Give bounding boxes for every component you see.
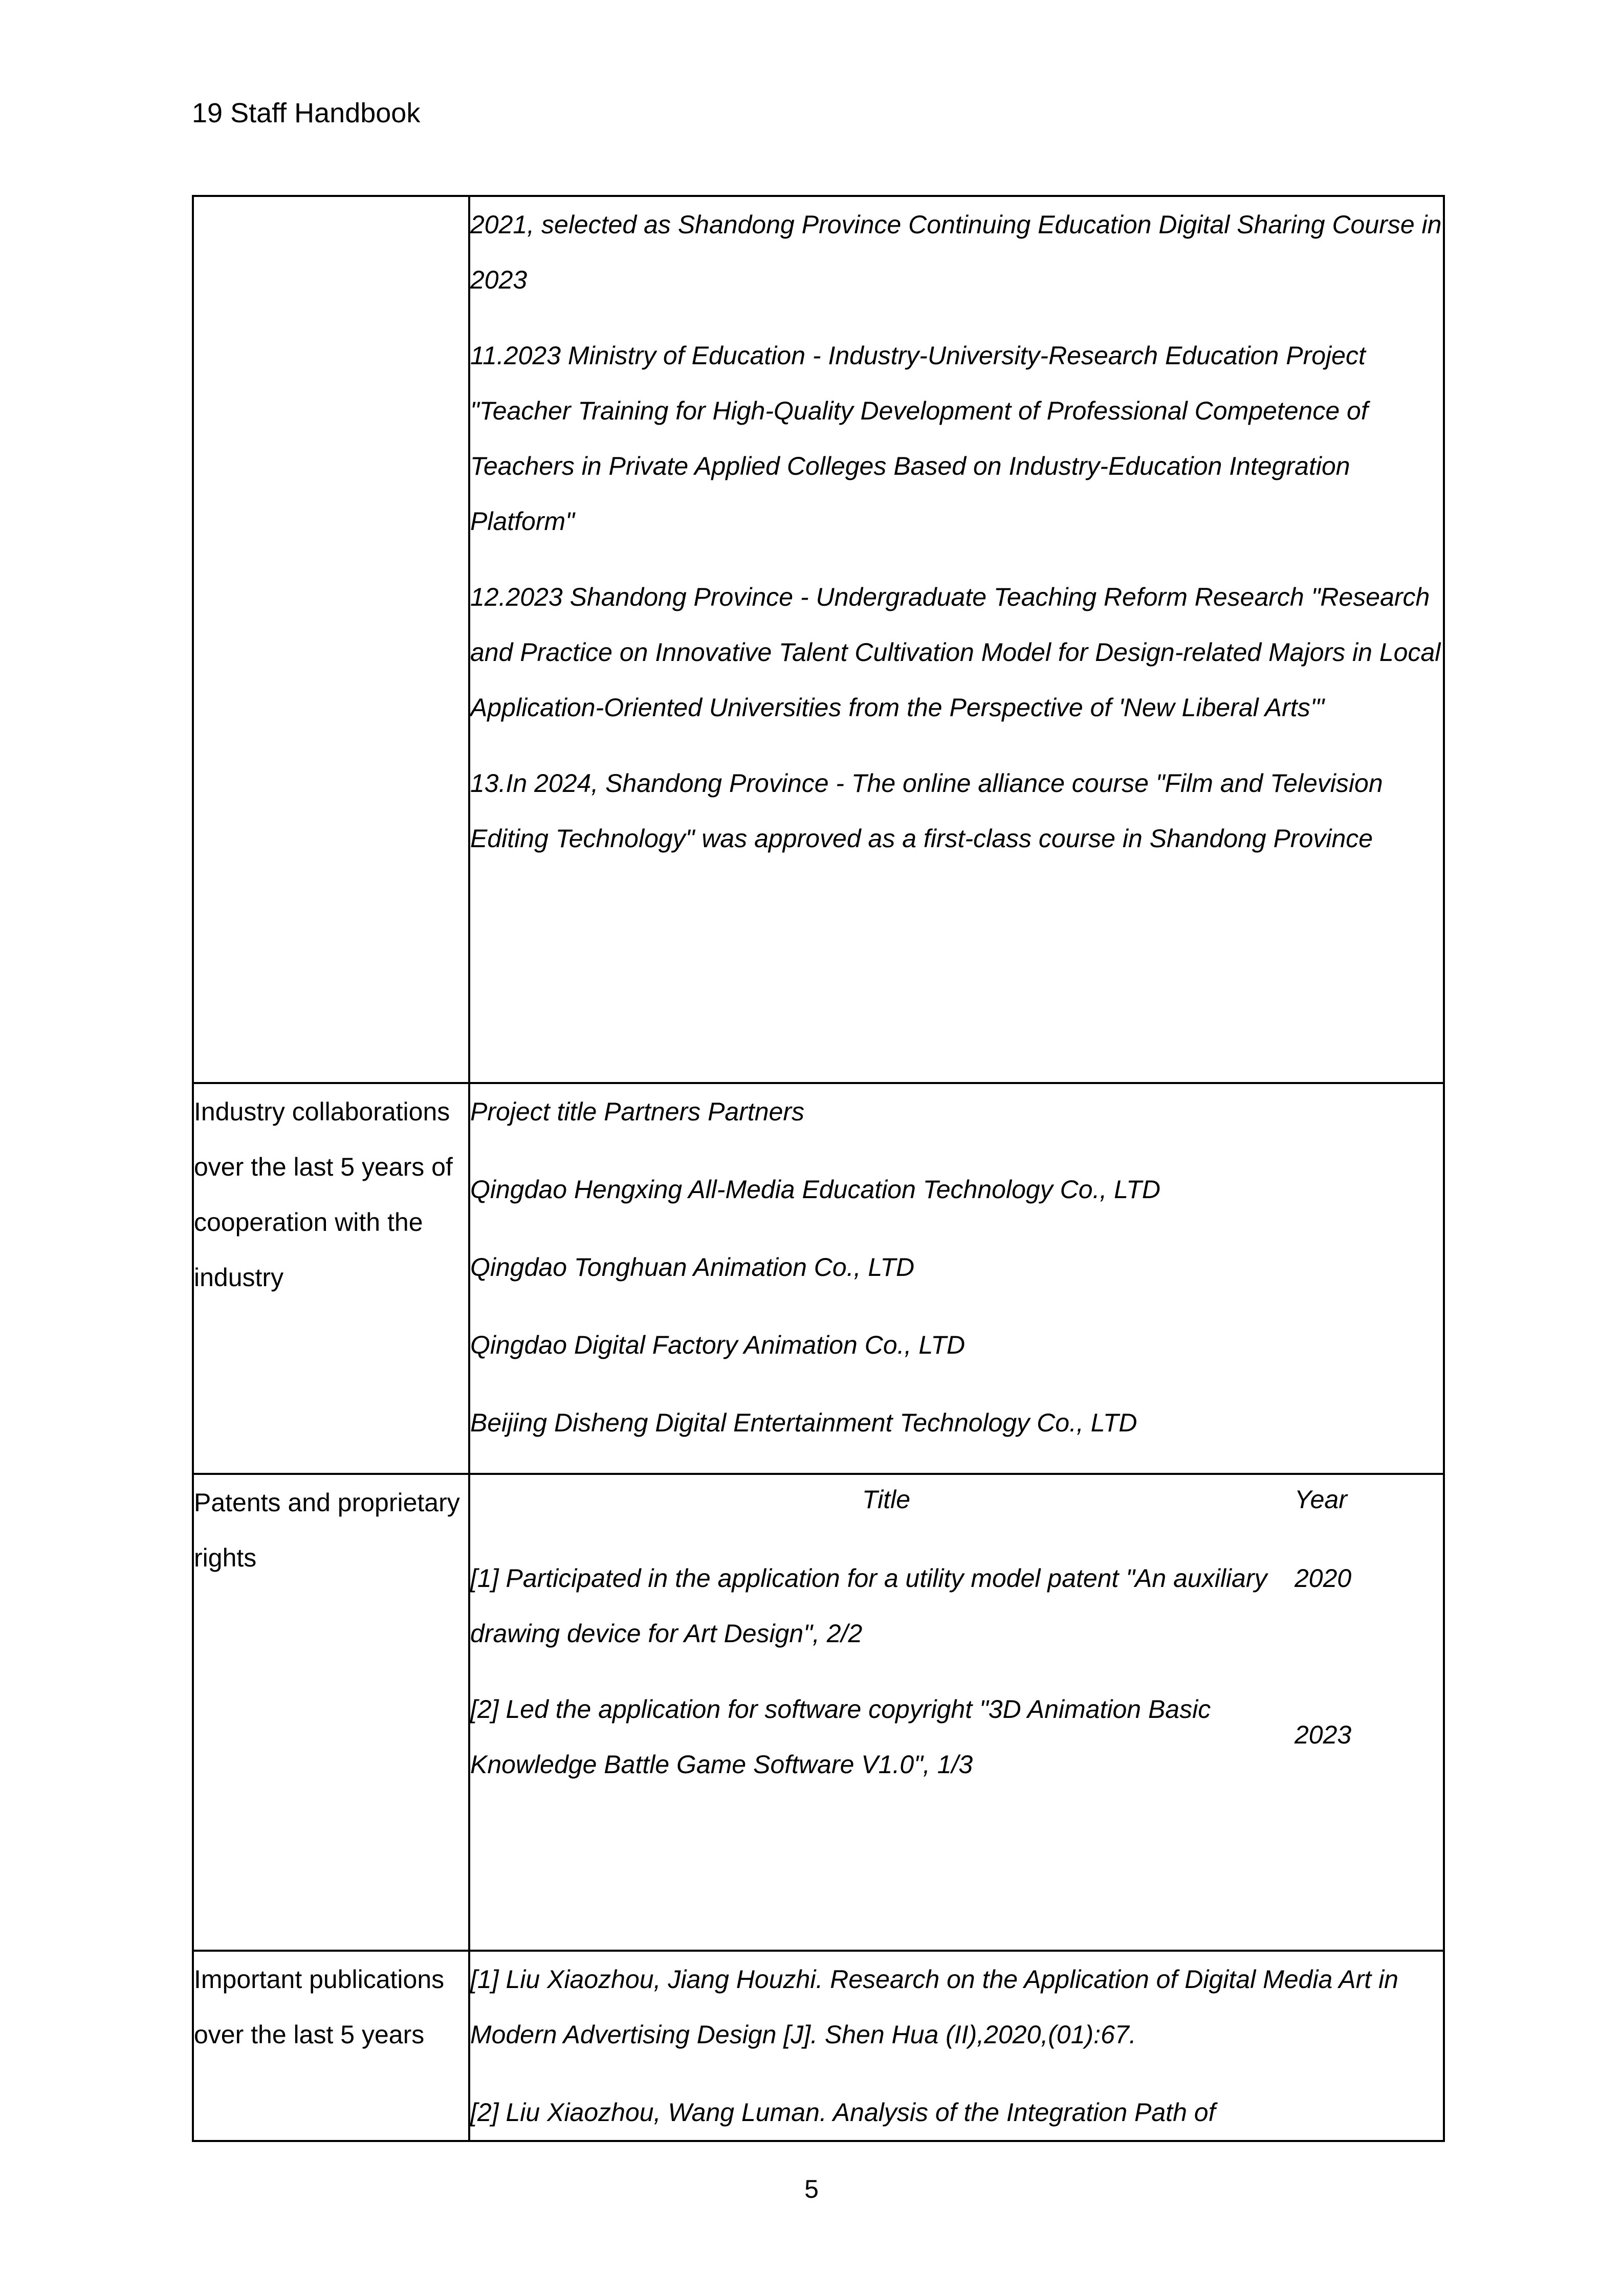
patents-header [470,1479,1443,1520]
projects-cell [469,196,1444,1083]
project-entry: 11.2023 Ministry of Education - Industry-University-Research Education Project "Teacher Training for High-Quality Development of Professional Competence of Teachers in Private Applied Colleges Based on Industry-Education Integration Platform" [470,341,1368,536]
running-header: 19 Staff Handbook [192,98,421,128]
col-title-header: Title [862,1485,911,1514]
table-row-publications [193,1951,1444,2141]
partner-item: Beijing Disheng Digital Entertainment Technology Co., LTD [470,1408,1137,1437]
collab-header: Project title Partners Partners [470,1097,805,1126]
patent-item [470,1551,1443,1661]
patent-year: 2020 [1295,1564,1352,1593]
patent-title: [2] Led the application for software copyright "3D Animation Basic Knowledge Battle Game Software V1.0", 1/3 [470,1695,1211,1779]
row-label-publications: Important publications over the last 5 years [193,1951,469,2141]
partner-item: Qingdao Digital Factory Animation Co., LTD [470,1331,966,1359]
partner-item: Qingdao Tonghuan Animation Co., LTD [470,1253,915,1282]
staff-info-table [192,195,1445,2142]
project-entry: 2021, selected as Shandong Province Continuing Education Digital Sharing Course in 2023 [470,210,1442,294]
patents-cell [469,1474,1444,1951]
table-row-industry-collaborations [193,1083,1444,1474]
row-label-patents: Patents and proprietary rights [193,1474,469,1951]
collaborations-cell [469,1083,1444,1474]
project-entry: 12.2023 Shandong Province - Undergraduate Teaching Reform Research "Research and Practice on Innovative Talent Cultivation Model for Design-related Majors in Local Application-Oriented Universities from the Perspective of 'New Liberal Arts'" [470,583,1441,722]
patent-year: 2023 [1295,1720,1352,1749]
partner-item: Qingdao Hengxing All-Media Education Technology Co., LTD [470,1175,1160,1204]
row-label-empty [193,196,469,1083]
publications-cell [469,1951,1444,2141]
project-entry: 13.In 2024, Shandong Province - The online alliance course "Film and Television Editing Technology" was approved as a first-class course in Shandong Province [470,769,1383,853]
publication-item: [2] Liu Xiaozhou, Wang Luman. Analysis of the Integration Path of [470,2098,1216,2127]
table-row-projects [193,196,1444,1083]
col-year-header: Year [1295,1485,1347,1514]
patent-item [470,1682,1443,1792]
publication-item: [1] Liu Xiaozhou, Jiang Houzhi. Research on the Application of Digital Media Art in Modern Advertising Design [J]. Shen Hua (II),2020,(01):67. [470,1965,1398,2049]
page-number: 5 [804,2175,819,2203]
table-row-patents [193,1474,1444,1951]
row-label-industry: Industry collaborations over the last 5 years of cooperation with the industry [193,1083,469,1474]
patent-title: [1] Participated in the application for a utility model patent "An auxiliary drawing device for Art Design", 2/2 [470,1564,1267,1648]
